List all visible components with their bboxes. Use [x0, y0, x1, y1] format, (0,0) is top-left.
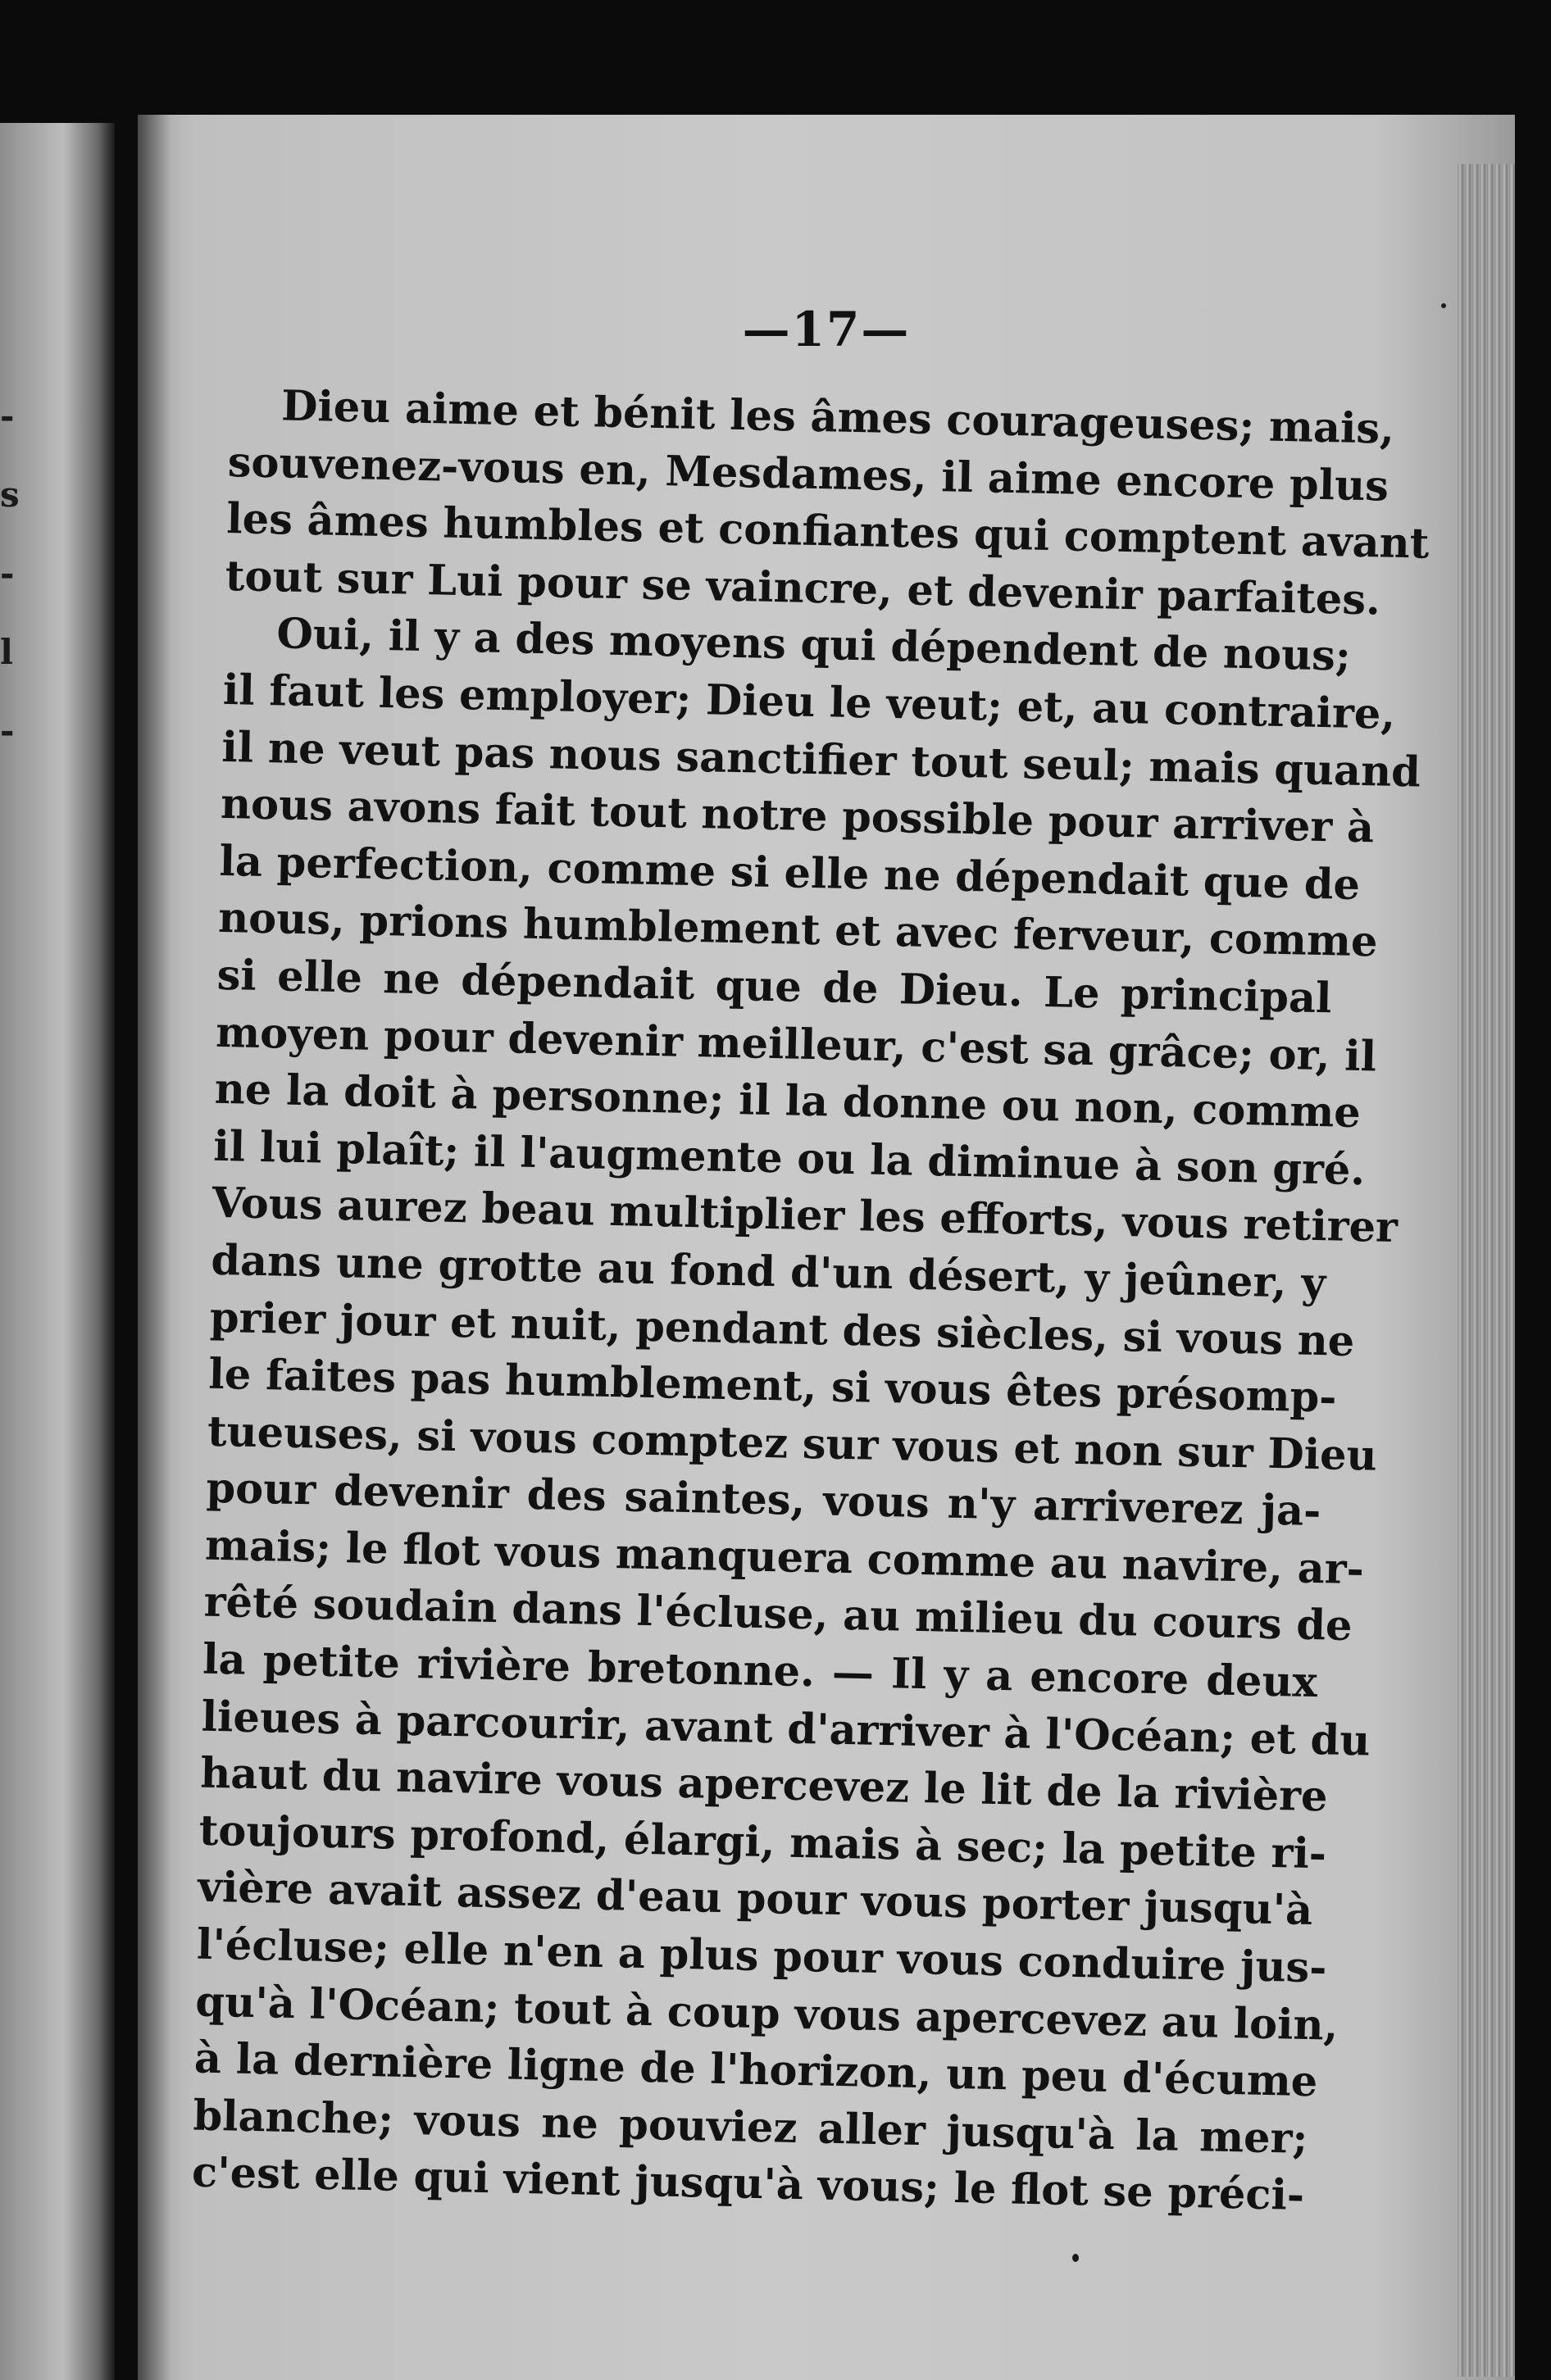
text-line: il ne veut pas nous sanctifier tout seul; mais quand — [221, 722, 1421, 797]
text-line: l'écluse; elle n'en a plus pour vous conduire jus- — [196, 1919, 1328, 1993]
text-line: les âmes humbles et confiantes qui comptent avant — [225, 494, 1430, 569]
text-line: blanche; vous ne pouviez aller jusqu'à la mer; — [192, 2091, 1308, 2164]
page-stack-edge — [1458, 164, 1515, 2377]
text-line: la perfection, comme si elle ne dépendait que de — [219, 836, 1361, 910]
text-line: Oui, il y a des moyens qui dépendent de nous; — [275, 609, 1352, 682]
previous-page-mark: l — [0, 632, 13, 672]
text-line: il lui plaît; il l'augmente ou la diminue à son gré. — [212, 1121, 1366, 1195]
text-line: Dieu aime et bénit les âmes courageuses; mais, — [280, 381, 1395, 454]
text-line: vière avait assez d'eau pour vous porter jusqu'à — [197, 1863, 1313, 1936]
previous-page-mark: - — [0, 396, 15, 436]
book-page — [138, 115, 1515, 2380]
text-line: Vous aurez beau multiplier les efforts, vous retirer — [212, 1179, 1399, 1253]
text-line: si elle ne dépendait que de Dieu. Le principal — [216, 950, 1333, 1024]
text-line: lieues à parcourir, avant d'arriver à l'Océan; et du — [201, 1692, 1371, 1766]
text-line: la petite rivière bretonne. — Il y a encore deux — [202, 1634, 1318, 1708]
text-line: à la dernière ligne de l'horizon, un peu d'écume — [193, 2033, 1318, 2107]
text-line: c'est elle qui vient jusqu'à vous; le flot se préci- — [191, 2147, 1305, 2221]
text-line: nous avons fait tout notre possible pour arriver à — [220, 779, 1375, 853]
text-line: tueuses, si vous comptez sur vous et non sur Dieu — [207, 1406, 1378, 1481]
previous-page-mark: s — [0, 475, 20, 515]
page-number: —17— — [742, 302, 911, 357]
paragraph — [191, 605, 1421, 2225]
previous-page-marks — [0, 377, 18, 770]
text-line: prier jour et nuit, pendant des siècles, si vous ne — [209, 1292, 1355, 1366]
text-line: souvenez-vous en, Mesdames, il aime encore plus — [227, 437, 1390, 511]
text-line: moyen pour devenir meilleur, c'est sa grâce; or, il — [215, 1007, 1377, 1082]
text-line: toujours profond, élargi, mais à sec; la petite ri- — [198, 1805, 1327, 1879]
text-line: il faut les employer; Dieu le veut; et, au contraire, — [222, 665, 1396, 739]
paragraph — [225, 377, 1430, 629]
text-line: pour devenir des saintes, vous n'y arriverez ja- — [205, 1463, 1321, 1537]
text-line: tout sur Lui pour se vaincre, et devenir parfaites. — [225, 551, 1381, 625]
text-line: mais; le flot vous manquera comme au navire, ar- — [204, 1520, 1365, 1595]
spine-shadow — [138, 115, 171, 2380]
text-line: haut du navire vous apercevez le lit de la rivière — [199, 1748, 1329, 1822]
print-speck — [1441, 303, 1446, 308]
text-line: nous, prions humblement et avec ferveur, comme — [217, 893, 1379, 967]
text-line: ne la doit à personne; il la donne ou non, comme — [214, 1064, 1362, 1138]
text-line: qu'à l'Océan; tout à coup vous apercevez au loin, — [194, 1977, 1339, 2051]
text-line: dans une grotte au fond d'un désert, y jeûner, y — [210, 1235, 1326, 1309]
previous-page-mark: - — [0, 711, 15, 751]
body-text — [191, 377, 1430, 2225]
print-speck — [1072, 2254, 1079, 2262]
previous-page-mark: - — [0, 553, 15, 593]
text-line: le faites pas humblement, si vous êtes présomp- — [207, 1349, 1338, 1423]
text-line: rêté soudain dans l'écluse, au milieu du cours de — [203, 1578, 1353, 1651]
